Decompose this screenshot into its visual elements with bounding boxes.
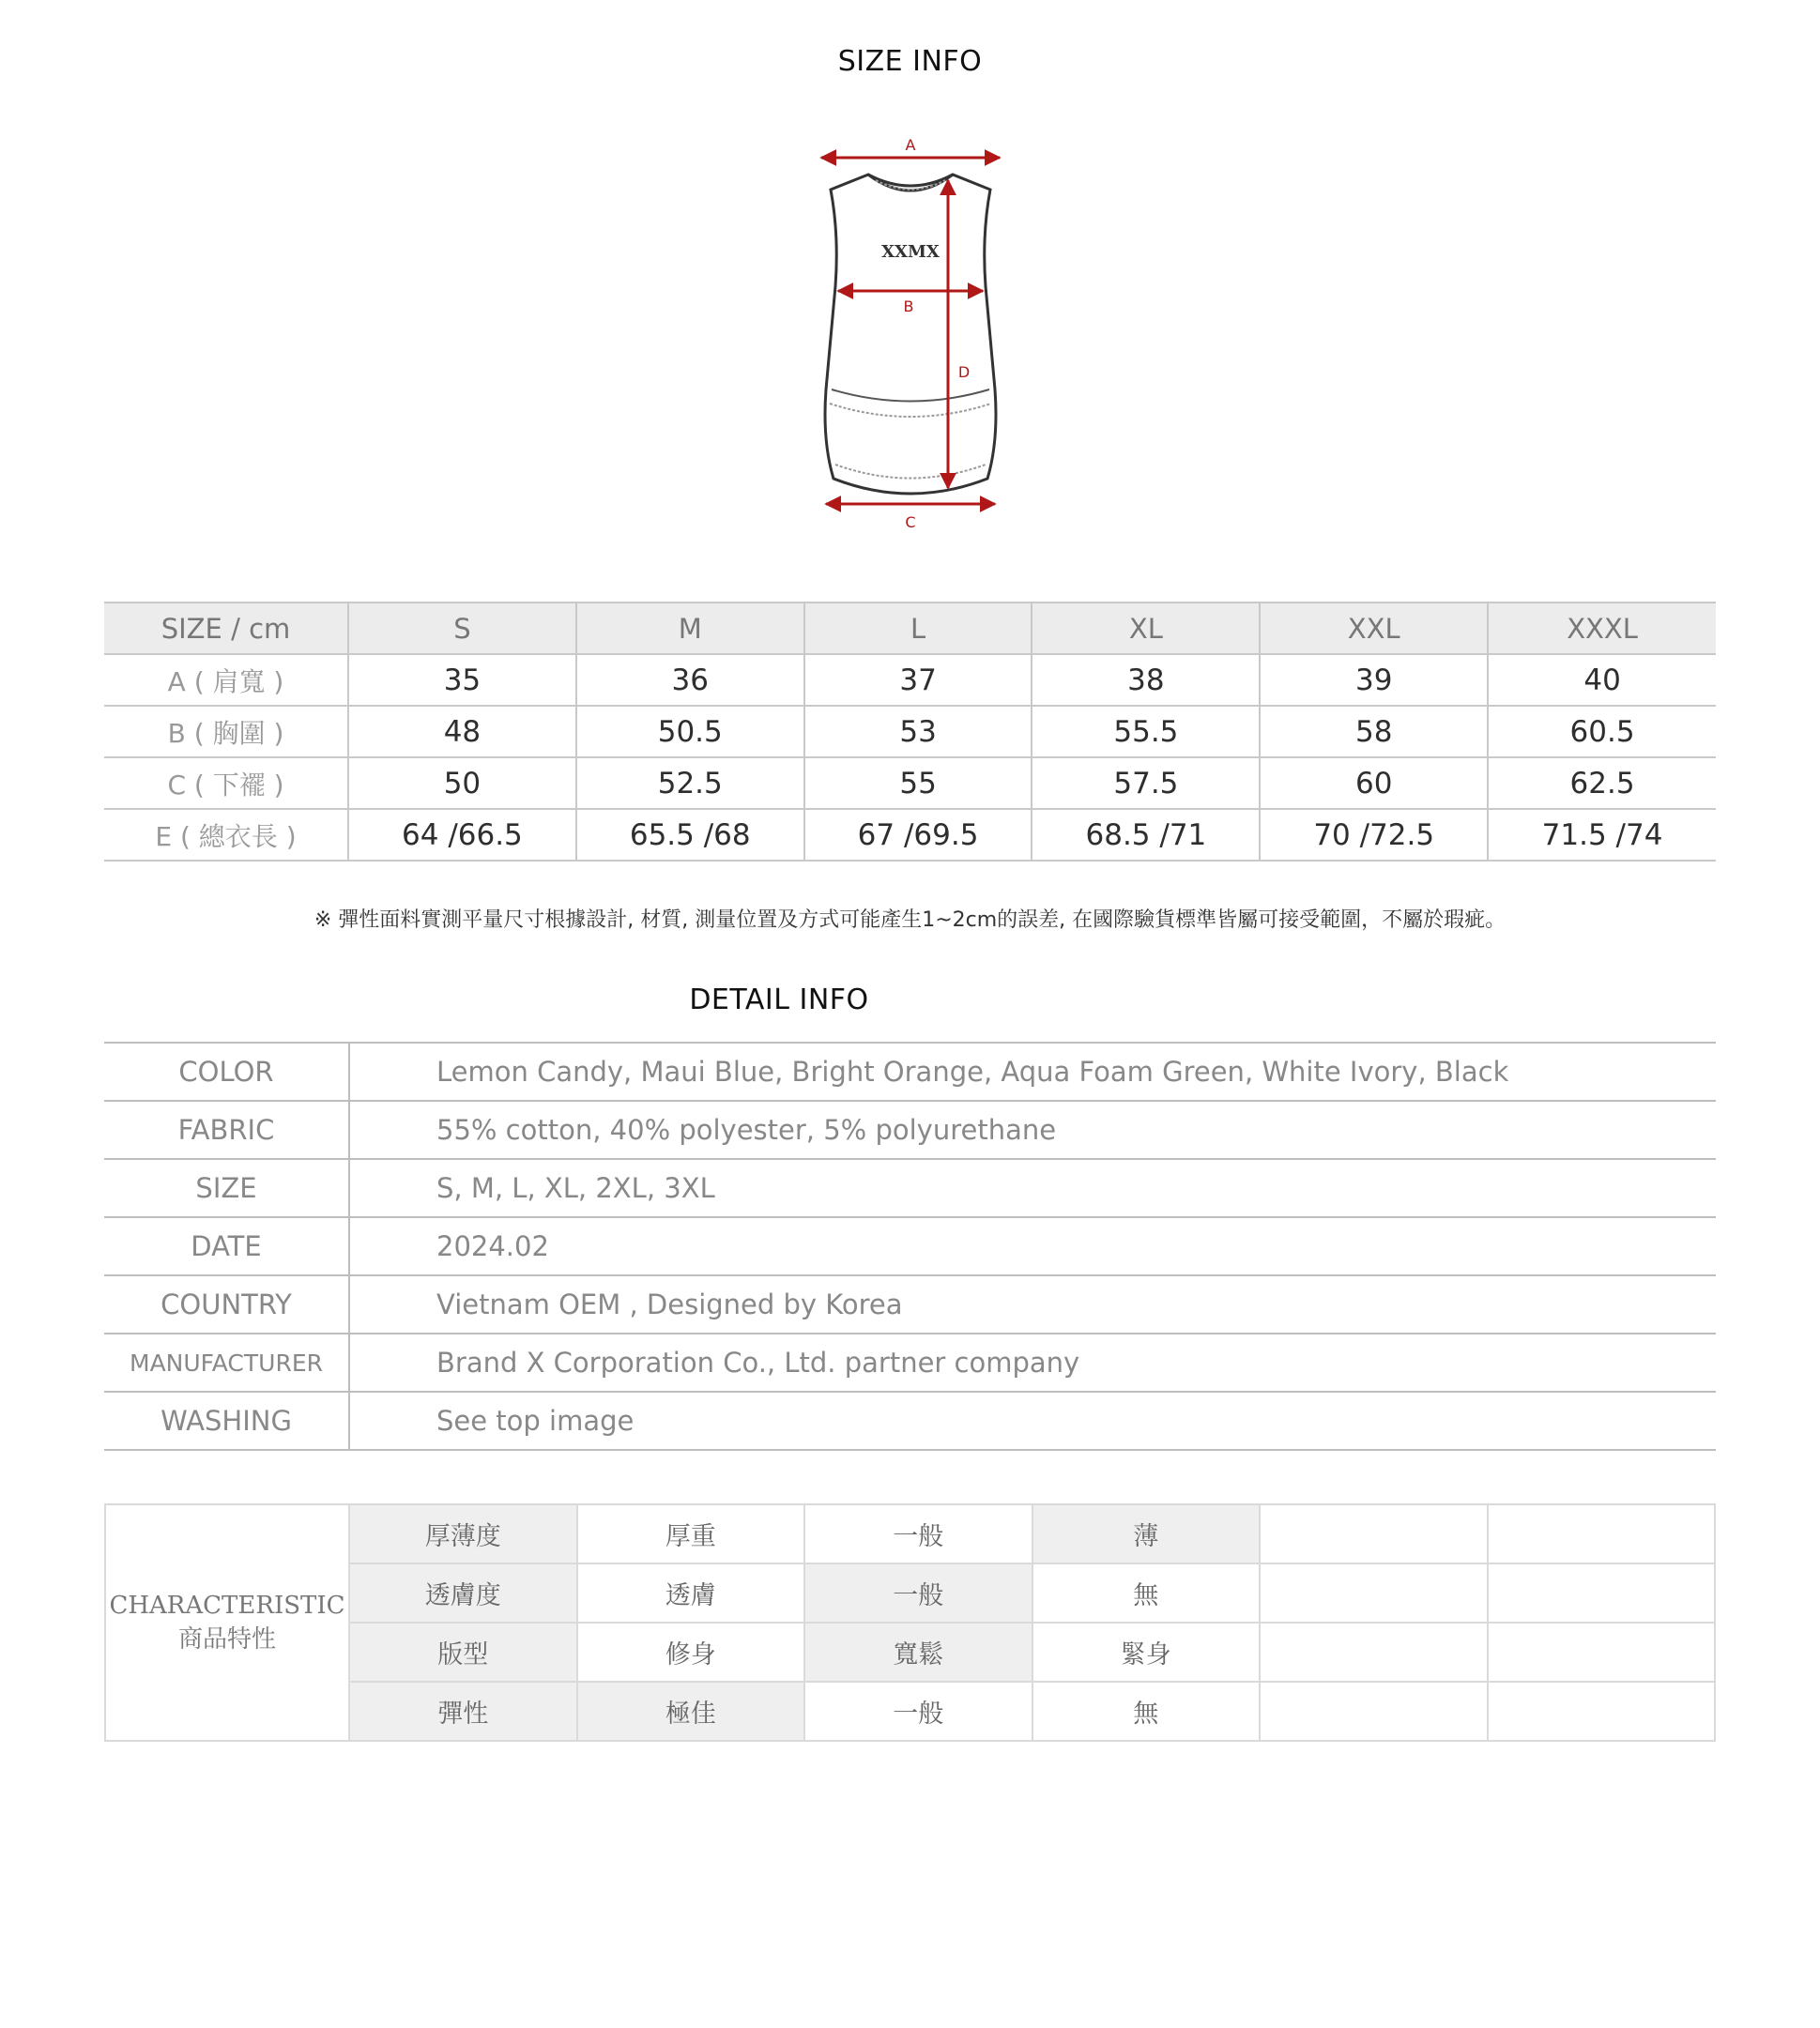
size-cell: 48	[348, 706, 576, 757]
size-cell: 52.5	[576, 757, 804, 809]
detail-row-date	[104, 1217, 1716, 1275]
size-row	[104, 757, 1716, 809]
char-empty-cell	[1488, 1682, 1716, 1741]
char-empty-cell	[1260, 1682, 1488, 1741]
characteristic-label	[105, 1504, 349, 1741]
char-empty-cell	[1488, 1563, 1716, 1623]
detail-key: MANUFACTURER	[104, 1334, 349, 1392]
char-option: 寬鬆	[804, 1623, 1032, 1682]
size-cell: 55	[804, 757, 1032, 809]
char-option: 緊身	[1032, 1623, 1261, 1682]
size-cell: 60.5	[1488, 706, 1716, 757]
char-option: 薄	[1032, 1504, 1261, 1563]
measure-a-label: A	[905, 136, 916, 154]
size-table-header	[104, 602, 1716, 654]
char-empty-cell	[1260, 1504, 1488, 1563]
size-row-label: A ( 肩寬 )	[104, 654, 348, 706]
detail-table	[104, 1042, 1716, 1451]
size-cell: 40	[1488, 654, 1716, 706]
size-cell: 57.5	[1032, 757, 1260, 809]
detail-row-fabric	[104, 1101, 1716, 1159]
size-header: SIZE / cm	[104, 602, 348, 654]
size-header: L	[804, 602, 1032, 654]
char-name: 透膚度	[349, 1563, 577, 1623]
detail-row-size	[104, 1159, 1716, 1217]
char-empty-cell	[1488, 1623, 1716, 1682]
size-header: XXL	[1260, 602, 1488, 654]
size-row	[104, 654, 1716, 706]
detail-row-color	[104, 1043, 1716, 1101]
size-cell: 64 /66.5	[348, 809, 576, 861]
size-cell: 36	[576, 654, 804, 706]
tank-top-diagram	[798, 131, 1023, 535]
detail-value: Vietnam OEM , Designed by Korea	[349, 1275, 1716, 1334]
detail-value: Brand X Corporation Co., Ltd. partner company	[349, 1334, 1716, 1392]
size-cell: 71.5 /74	[1488, 809, 1716, 861]
size-cell: 35	[348, 654, 576, 706]
size-header: XL	[1032, 602, 1260, 654]
char-row-thickness	[105, 1504, 1715, 1563]
char-option: 修身	[577, 1623, 805, 1682]
characteristic-table	[104, 1503, 1716, 1742]
size-cell: 68.5 /71	[1032, 809, 1260, 861]
char-option: 一般	[804, 1504, 1032, 1563]
size-cell: 58	[1260, 706, 1488, 757]
detail-key: FABRIC	[104, 1101, 349, 1159]
size-info-title: SIZE INFO	[837, 45, 983, 78]
char-option: 無	[1032, 1682, 1261, 1741]
detail-value: 2024.02	[349, 1217, 1716, 1275]
size-cell: 55.5	[1032, 706, 1260, 757]
size-table	[104, 602, 1716, 862]
size-cell: 65.5 /68	[576, 809, 804, 861]
char-option: 極佳	[577, 1682, 805, 1741]
size-cell: 67 /69.5	[804, 809, 1032, 861]
size-row-label: E ( 總衣長 )	[104, 809, 348, 861]
size-cell: 60	[1260, 757, 1488, 809]
size-row-label: B ( 胸圍 )	[104, 706, 348, 757]
detail-value: Lemon Candy, Maui Blue, Bright Orange, Aqua Foam Green, White Ivory, Black	[349, 1043, 1716, 1101]
char-name: 厚薄度	[349, 1504, 577, 1563]
char-empty-cell	[1260, 1563, 1488, 1623]
char-name: 彈性	[349, 1682, 577, 1741]
detail-value: 55% cotton, 40% polyester, 5% polyurethane	[349, 1101, 1716, 1159]
detail-key: DATE	[104, 1217, 349, 1275]
detail-info-title: DETAIL INFO	[689, 984, 869, 1016]
char-name: 版型	[349, 1623, 577, 1682]
detail-row-country	[104, 1275, 1716, 1334]
detail-value: S, M, L, XL, 2XL, 3XL	[349, 1159, 1716, 1217]
size-row	[104, 706, 1716, 757]
char-empty-cell	[1260, 1623, 1488, 1682]
size-cell: 37	[804, 654, 1032, 706]
characteristic-label-en: CHARACTERISTIC	[109, 1592, 345, 1620]
char-option: 厚重	[577, 1504, 805, 1563]
char-option: 無	[1032, 1563, 1261, 1623]
detail-key: COUNTRY	[104, 1275, 349, 1334]
characteristic-label-zh: 商品特性	[177, 1625, 276, 1654]
size-cell: 70 /72.5	[1260, 809, 1488, 861]
size-header: M	[576, 602, 804, 654]
garment-logo: XXMX	[881, 242, 940, 262]
size-cell: 39	[1260, 654, 1488, 706]
measure-d-label: D	[957, 363, 971, 381]
detail-value: See top image	[349, 1392, 1716, 1450]
size-cell: 38	[1032, 654, 1260, 706]
size-cell: 50	[348, 757, 576, 809]
size-cell: 50.5	[576, 706, 804, 757]
size-header: XXXL	[1488, 602, 1716, 654]
detail-row-manufacturer	[104, 1334, 1716, 1392]
detail-key: SIZE	[104, 1159, 349, 1217]
detail-key: COLOR	[104, 1043, 349, 1101]
measure-c-label: C	[905, 513, 916, 531]
size-row	[104, 809, 1716, 861]
char-option: 透膚	[577, 1563, 805, 1623]
char-option: 一般	[804, 1563, 1032, 1623]
size-header: S	[348, 602, 576, 654]
char-empty-cell	[1488, 1504, 1716, 1563]
detail-key: WASHING	[104, 1392, 349, 1450]
measurement-note: ※ 彈性面料實測平量尺寸根據設計, 材質, 測量位置及方式可能產生1~2cm的誤差, 在國際驗貨標準皆屬可接受範圍，不屬於瑕疵。	[314, 908, 1506, 932]
size-cell: 62.5	[1488, 757, 1716, 809]
measure-b-label: B	[903, 297, 914, 315]
size-cell: 53	[804, 706, 1032, 757]
detail-row-washing	[104, 1392, 1716, 1450]
size-row-label: C ( 下襬 )	[104, 757, 348, 809]
char-option: 一般	[804, 1682, 1032, 1741]
garment-outline	[825, 175, 996, 494]
